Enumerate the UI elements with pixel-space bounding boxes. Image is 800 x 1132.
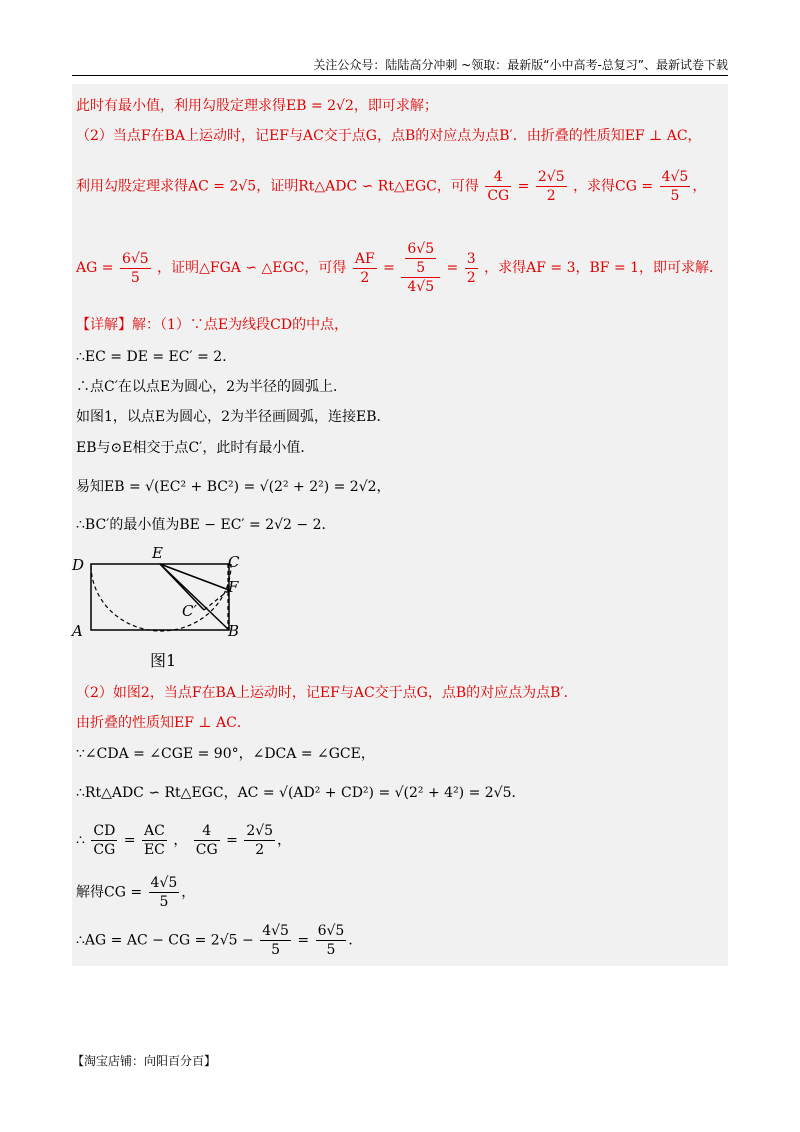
fraction-6r5-over-5: $\frac{6√5}{5}$ <box>121 250 149 286</box>
text-line-17: 解得CG = $\frac{4√5}{5}$ ， <box>76 875 196 910</box>
fraction-4-over-CG: $\frac{4}{CG}$ <box>487 169 510 204</box>
text-line-17a: 解得CG = <box>76 884 143 901</box>
text-line-6: ∴EC = DE = EC′ = 2． <box>76 349 237 365</box>
text-line-8: 如图1，以点E为圆心，2为半径画圆弧，连接EB． <box>76 409 391 425</box>
text-line-16b: ， <box>173 832 188 849</box>
label-F: F <box>228 578 239 596</box>
page-header: 关注公众号：陆陆高分冲刺 ~领取：最新版“小中高考-总复习”、最新试卷下载 <box>313 58 728 72</box>
text-line-3b: ，求得CG = <box>573 178 654 195</box>
text-line-7: ∴点C′在以点E为圆心，2为半径的圆弧上． <box>76 379 348 395</box>
text-line-1: 此时有最小值，利用勾股定理求得EB = 2√2，即可求解； <box>76 98 438 114</box>
text-line-10: 易知EB = √(EC² + BC²) = √(2² + 2²) = 2√2， <box>76 479 391 495</box>
dashed-arc <box>91 564 231 631</box>
segment-EF <box>160 564 229 590</box>
fraction-6r5-over-5-b: $\frac{6√5}{5}$ <box>317 923 345 958</box>
fraction-CD-over-CG: $\frac{CD}{CG}$ <box>93 823 116 858</box>
text-line-9: EB与⊙E相交于点C′，此时有最小值． <box>76 440 315 456</box>
figure-caption: 图1 <box>150 651 177 670</box>
text-line-4b: ，证明△FGA ∽ △EGC，可得 <box>157 260 347 276</box>
fraction-CG-result: $\frac{4√5}{5}$ <box>150 875 178 910</box>
fraction-2r5-over-2-2: $\frac{2√5}{2}$ <box>246 823 274 858</box>
label-B: B <box>228 622 240 640</box>
header-rule <box>72 75 728 76</box>
fraction-4r5-over-5-b: $\frac{4√5}{5}$ <box>262 923 289 958</box>
text-line-4c: ，求得AF = 3，BF = 1，即可求解． <box>484 260 724 276</box>
text-line-14: ∵∠CDA = ∠CGE = 90°，∠DCA = ∠GCE， <box>76 746 375 762</box>
dashed-CprimeF <box>204 590 229 610</box>
text-line-16: ∴ $\frac{CD}{CG}$ = $\frac{AC}{EC}$ ， $\frac{4}{CG}$ = $\frac{2√5}{2}$ ， <box>76 823 292 858</box>
label-C: C <box>228 553 240 571</box>
page-footer: 【淘宝店铺：向阳百分百】 <box>72 1054 217 1068</box>
text-line-12: （2）如图2，当点F在BA上运动时，记EF与AC交于点G，点B的对应点为点B′． <box>76 685 578 701</box>
fraction-2r5-over-2: $\frac{2√5}{2}$ <box>537 169 565 204</box>
text-line-18a: ∴AG = AC − CG = 2√5 − <box>76 932 254 949</box>
text-line-2: （2）当点F在BA上运动时，记EF与AC交于点G，点B的对应点为点B′．由折叠的性质知EF ⊥ AC， <box>76 128 702 144</box>
text-line-16a: ∴ <box>76 832 85 849</box>
fraction-3-over-2: $\frac{3}{2}$ <box>466 250 476 286</box>
label-A: A <box>72 622 83 640</box>
rectangle-ABCD <box>91 564 229 630</box>
label-E: E <box>152 546 163 562</box>
fraction-AF-over-2: $\frac{AF}{2}$ <box>354 250 375 286</box>
text-line-11: ∴BC′的最小值为BE − EC′ = 2√2 − 2． <box>76 517 336 533</box>
text-line-4a: AG = <box>76 260 114 276</box>
text-line-13: 由折叠的性质知EF ⊥ AC． <box>76 715 251 731</box>
text-line-15: ∴Rt△ADC ∽ Rt△EGC，AC = √(AD² + CD²) = √(2² + 4²) = 2√5． <box>76 785 526 801</box>
label-C-prime: C′ <box>182 602 197 620</box>
fraction-inner: $\frac{6√5}{5}$ <box>407 241 435 276</box>
text-line-18: ∴AG = AC − CG = 2√5 − $\frac{4√5}{5}$ = $\frac{6√5}{5}$ ． <box>76 923 363 958</box>
fraction-4r5-over-5: $\frac{4√5}{5}$ <box>661 169 689 204</box>
label-D: D <box>72 556 85 574</box>
text-line-3: 利用勾股定理求得AC = 2√5，证明Rt△ADC ∽ Rt△EGC，可得 $\frac{4}{CG}$ = $\frac{2√5}{2}$ ，求得CG = $\frac{4√5}{5}$ ， <box>76 169 707 204</box>
fraction-4-over-CG-2: $\frac{4}{CG}$ <box>195 823 218 858</box>
fraction-compound: $\frac{\frac{6√5}{5}}{4√5}$ <box>401 240 440 296</box>
text-line-5: 【详解】解：（1）∵点E为线段CD的中点， <box>76 317 349 333</box>
geometry-figure-1 <box>68 546 248 642</box>
text-line-4: AG = $\frac{6√5}{5}$ ，证明△FGA ∽ △EGC，可得 $\frac{AF}{2}$ = $\frac{\frac{6√5}{5}}{4√5}$ = $\frac{3}{2}$ ，求得AF = 3，BF = 1，即可求解． <box>76 241 724 295</box>
fraction-AC-over-EC: $\frac{AC}{EC}$ <box>143 823 165 858</box>
text-line-3a: 利用勾股定理求得AC = 2√5，证明Rt△ADC ∽ Rt△EGC，可得 <box>76 178 479 195</box>
